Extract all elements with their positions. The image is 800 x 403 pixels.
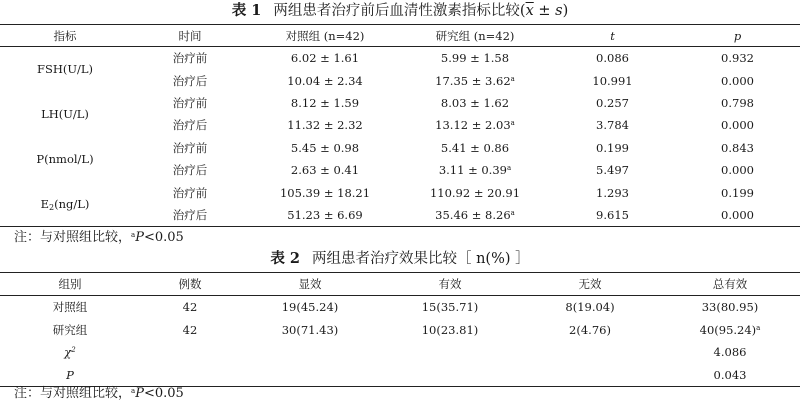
empty-cell <box>140 364 240 387</box>
table-row <box>0 319 800 342</box>
note-prefix: 注：与对照组比较， <box>14 386 132 401</box>
effective-cell: 15(35.71) <box>421 300 479 315</box>
control-cell: 10.04 ± 2.34 <box>287 73 363 88</box>
study-cell <box>400 47 550 70</box>
table2-header-ineffective: 无效 <box>578 277 602 291</box>
indicator-e2-sub: 2 <box>49 202 55 212</box>
table2-header-row <box>0 273 800 296</box>
total-cell <box>660 296 800 319</box>
indicator-lh: LH(U/L) <box>41 107 89 122</box>
group-cell: 对照组 <box>52 300 88 315</box>
empty-cell <box>520 364 660 387</box>
ineffective-cell: 2(4.76) <box>569 322 611 337</box>
p-value: 0.043 <box>713 367 747 382</box>
control-cell: 11.32 ± 2.32 <box>287 118 363 133</box>
control-cell: 5.45 ± 0.98 <box>290 140 360 155</box>
n-cell: 42 <box>182 300 198 315</box>
table-row <box>0 364 800 387</box>
study-cell <box>400 114 550 136</box>
table1-header-indicator: 指标 <box>53 28 77 43</box>
t-cell: 10.991 <box>592 73 633 88</box>
time-cell: 治疗前 <box>172 185 208 200</box>
time-cell: 治疗后 <box>172 118 208 133</box>
n-cell: 42 <box>182 322 198 337</box>
note-p: P <box>135 386 144 401</box>
chi-square-label <box>0 341 140 364</box>
study-value: 35.46 ± 8.26 <box>435 207 511 222</box>
marked-cell: 19(45.24) <box>281 300 339 315</box>
indicator-fsh: FSH(U/L) <box>36 62 94 77</box>
table2-caption-number: 表 2 <box>270 250 300 267</box>
control-cell: 6.02 ± 1.61 <box>290 51 360 66</box>
group-cell: 研究组 <box>52 322 88 337</box>
table2-caption-text: 两组患者治疗效果比较［ n(%) ］ <box>311 251 530 267</box>
empty-cell <box>240 341 380 364</box>
table2-header-group: 组别 <box>58 277 82 291</box>
p-cell: 0.199 <box>721 185 754 200</box>
study-value: 13.12 ± 2.03 <box>435 118 511 133</box>
study-cell <box>400 159 550 181</box>
control-cell: 51.23 ± 6.69 <box>287 207 363 222</box>
empty-cell <box>240 364 380 387</box>
empty-cell <box>380 364 520 387</box>
table2-caption <box>0 249 800 269</box>
time-cell: 治疗前 <box>172 95 208 110</box>
significance-mark: a <box>510 208 515 217</box>
table2-header-effective: 有效 <box>438 277 462 291</box>
study-value: 17.35 ± 3.62 <box>435 73 511 88</box>
table-row <box>0 92 800 114</box>
table1-header-row <box>0 25 800 47</box>
table1-header-t: t <box>610 28 615 43</box>
table1-caption-s: s <box>555 3 563 19</box>
table2-note <box>14 385 184 403</box>
table1-header-time: 时间 <box>178 28 202 43</box>
study-value: 5.99 ± 1.58 <box>440 51 510 66</box>
t-cell: 9.615 <box>596 207 629 222</box>
study-value: 5.41 ± 0.86 <box>440 140 510 155</box>
table1-caption-paren-close: ) <box>562 3 569 19</box>
significance-mark: a <box>756 323 761 332</box>
significance-mark: a <box>506 164 512 173</box>
table-row <box>0 137 800 159</box>
note-mark: a <box>131 387 136 395</box>
time-cell: 治疗前 <box>172 51 208 66</box>
table-row <box>0 181 800 203</box>
chi-square-value: 4.086 <box>713 345 747 360</box>
chi-symbol: χ <box>64 345 72 360</box>
empty-cell <box>380 341 520 364</box>
table1-caption-text: 两组患者治疗前后血清性激素指标比较 <box>273 3 520 19</box>
control-cell: 105.39 ± 18.21 <box>279 185 371 200</box>
indicator-p: P(nmol/L) <box>36 151 94 166</box>
marked-cell: 30(71.43) <box>281 322 339 337</box>
p-label: P <box>66 367 74 382</box>
p-cell: 0.932 <box>721 51 754 66</box>
study-value: 110.92 ± 20.91 <box>429 185 521 200</box>
time-cell: 治疗后 <box>172 207 208 222</box>
table1-note <box>14 229 184 247</box>
note-suffix: <0.05 <box>143 230 184 245</box>
total-cell <box>660 319 800 342</box>
time-cell: 治疗后 <box>172 163 208 178</box>
study-value: 8.03 ± 1.62 <box>440 95 510 110</box>
time-cell: 治疗后 <box>172 73 208 88</box>
p-cell: 0.843 <box>721 140 754 155</box>
t-cell: 5.497 <box>596 163 629 178</box>
indicator-e2-main: E <box>40 196 50 211</box>
t-cell: 1.293 <box>596 185 629 200</box>
study-value: 3.11 ± 0.39 <box>438 163 507 178</box>
table1-caption-xbar: $\overline{x}$ <box>525 3 534 19</box>
p-cell: 0.000 <box>721 73 754 88</box>
table1-header-study: 研究组 (n=42) <box>435 28 515 43</box>
indicator-e2 <box>0 181 130 226</box>
study-cell <box>400 69 550 91</box>
table-row <box>0 341 800 364</box>
study-cell <box>400 137 550 159</box>
total-value: 33(80.95) <box>701 300 759 315</box>
p-cell: 0.798 <box>721 95 754 110</box>
chi-superscript: 2 <box>71 346 76 355</box>
empty-cell <box>140 341 240 364</box>
control-cell: 8.12 ± 1.59 <box>290 95 360 110</box>
table2 <box>0 272 800 387</box>
table-row <box>0 47 800 70</box>
table1-caption-pm: ± <box>533 3 556 19</box>
note-mark: a <box>131 231 136 239</box>
note-p: P <box>135 230 144 245</box>
note-suffix: <0.05 <box>143 386 184 401</box>
indicator-e2-unit: (ng/L) <box>54 196 90 211</box>
table1-caption-paren-open: ( <box>519 3 526 19</box>
table2-header-marked: 显效 <box>298 277 322 291</box>
table1-caption-number: 表 1 <box>231 2 262 19</box>
significance-mark: a <box>510 119 515 128</box>
t-cell: 0.257 <box>596 95 629 110</box>
table2-header-n: 例数 <box>178 277 202 291</box>
table-row <box>0 296 800 319</box>
table1-header-p: p <box>733 28 742 43</box>
table1-header-control: 对照组 (n=42) <box>285 28 365 43</box>
table2-header-total: 总有效 <box>712 277 748 291</box>
study-cell <box>400 204 550 227</box>
t-cell: 0.086 <box>596 51 629 66</box>
p-cell: 0.000 <box>721 207 754 222</box>
note-prefix: 注：与对照组比较， <box>14 230 132 245</box>
time-cell: 治疗前 <box>172 140 208 155</box>
control-cell: 2.63 ± 0.41 <box>290 163 360 178</box>
total-value: 40(95.24) <box>699 322 757 337</box>
p-cell: 0.000 <box>721 118 754 133</box>
table1-caption <box>0 1 800 21</box>
empty-cell <box>520 341 660 364</box>
significance-mark: a <box>510 74 515 83</box>
effective-cell: 10(23.81) <box>421 322 479 337</box>
study-cell <box>400 181 550 203</box>
table1 <box>0 24 800 227</box>
t-cell: 3.784 <box>596 118 629 133</box>
study-cell <box>400 92 550 114</box>
ineffective-cell: 8(19.04) <box>565 300 615 315</box>
p-cell: 0.000 <box>721 163 754 178</box>
t-cell: 0.199 <box>596 140 629 155</box>
